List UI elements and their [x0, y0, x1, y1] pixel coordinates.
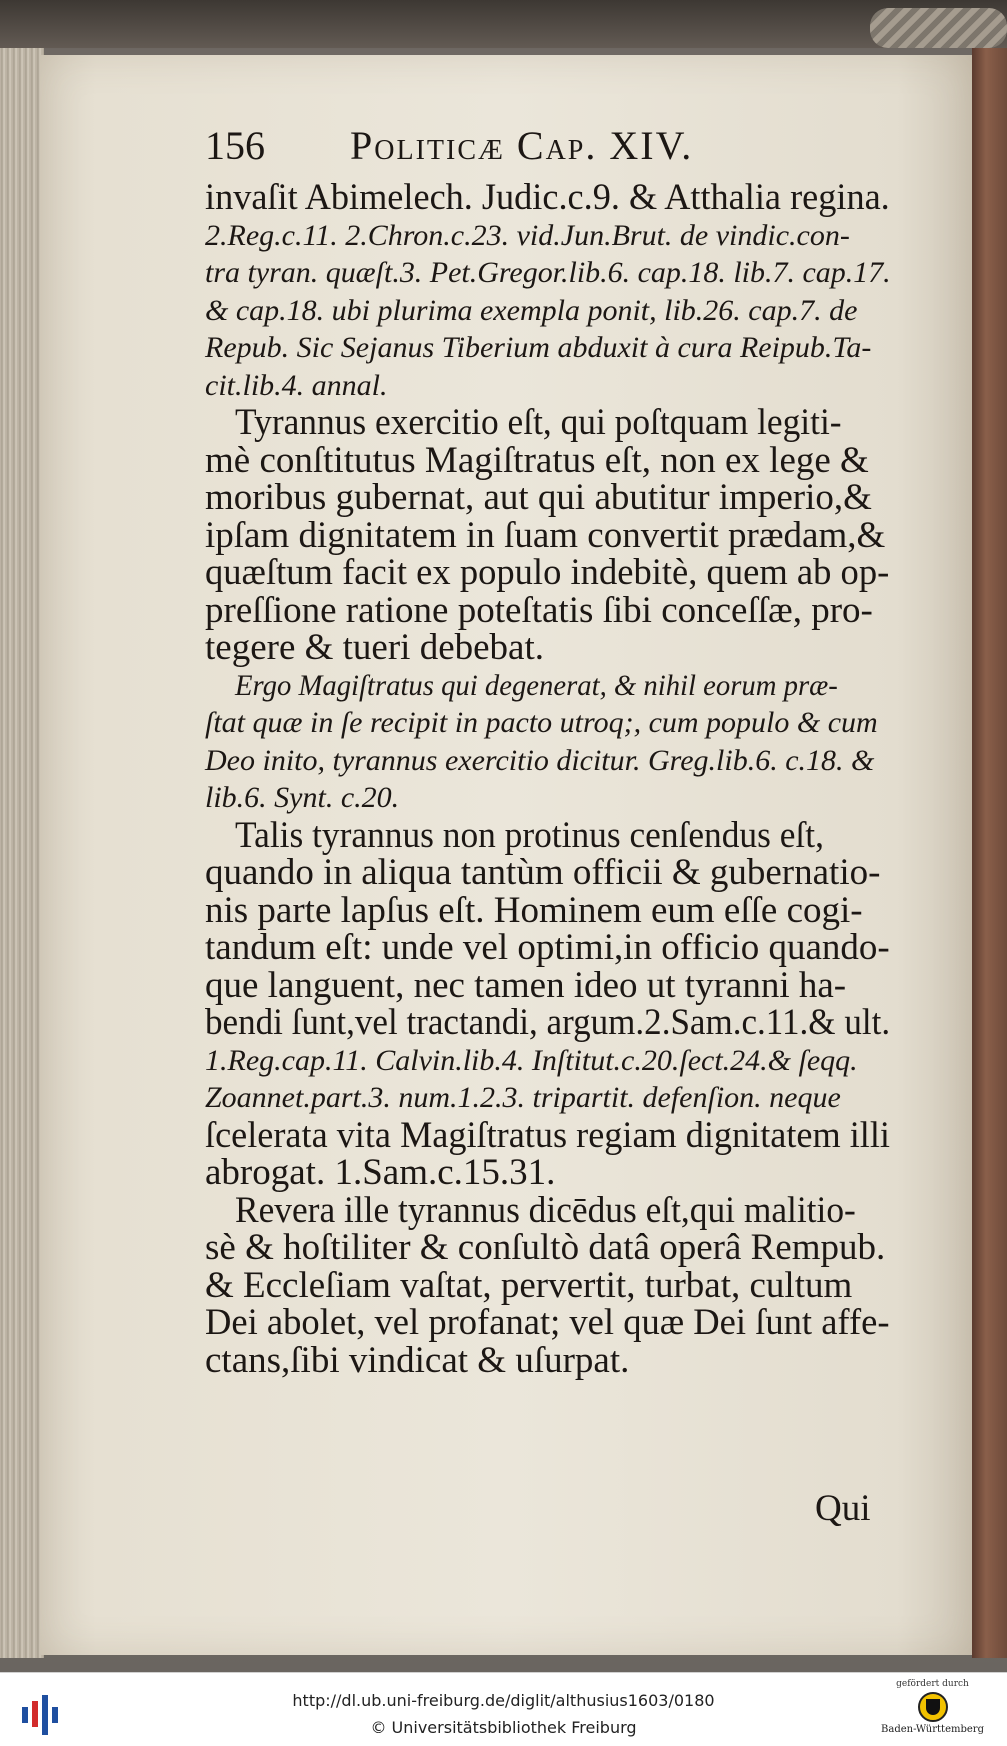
binding-cord [870, 8, 1007, 48]
text-line: Revera ille tyrannus dicēdus eſt,qui malitio- [235, 1189, 856, 1231]
text-line: sè & hoſtiliter & conſultò datâ operâ Rempub. [205, 1227, 886, 1268]
page-header [205, 122, 885, 168]
text-line: 1.Reg.cap.11. Calvin.lib.4. Inſtitut.c.20.ſect.24.& ſeqq. [205, 1043, 858, 1077]
text-line: Zoannet.part.3. num.1.2.3. tripartit. defenſion. neque [205, 1081, 841, 1114]
baden-wuerttemberg-seal-icon [918, 1692, 948, 1722]
page-stack-edges [0, 48, 44, 1658]
text-line: Repub. Sic Sejanus Tiberium abduxit à cura Reipub.Ta- [205, 331, 872, 364]
book-cover-board [972, 48, 1007, 1658]
text-line: ctans,ſibi vindicat & uſurpat. [205, 1339, 630, 1381]
text-line: & cap.18. ubi plurima exempla ponit, lib.26. cap.7. de [205, 293, 858, 327]
text-line: preſſione ratione poteſtatis ſibi conceſſæ, pro- [205, 589, 873, 631]
text-line: ipſam dignitatem in ſuam convertit prædam,& [205, 514, 886, 556]
text-line: Dei abolet, vel profanat; vel quæ Dei ſunt affe- [205, 1302, 890, 1343]
book-top-edge [0, 0, 1007, 48]
text-line: quando in aliqua tantùm officii & gubernatio- [205, 852, 881, 893]
text-line: que languent, nec tamen ideo ut tyranni ha- [205, 964, 847, 1006]
text-line: mè conſtitutus Magiſtratus eſt, non ex lege & [205, 439, 869, 481]
text-line: quæſtum facit ex populo indebitè, quem ab op- [205, 552, 890, 593]
text-line: cit.lib.4. annal. [205, 368, 388, 402]
viewer-footer [0, 1672, 1007, 1746]
catchword: Qui [815, 1488, 871, 1529]
text-line: Talis tyrannus non protinus cenſendus eſt, [235, 814, 824, 856]
copyright-notice: © Universitätsbibliothek Freiburg [370, 1718, 637, 1737]
running-head: Politicæ Cap. XIV. [350, 123, 694, 168]
text-line: ſtat quæ in ſe recipit in pacto utroq;, cum populo & cum [205, 706, 878, 739]
text-line: tandum eſt: unde vel optimi,in officio quando- [205, 927, 890, 968]
text-line: tra tyran. quæſt.3. Pet.Gregor.lib.6. cap.18. lib.7. cap.17. [205, 256, 891, 289]
text-line: Ergo Magiſtratus qui degenerat, & nihil eorum præ- [235, 668, 838, 702]
funder-badge [870, 1679, 995, 1743]
text-line: tegere & tueri debebat. [205, 627, 544, 668]
text-line: bendi ſunt,vel tractandi, argum.2.Sam.c.11.& ult. [205, 1002, 891, 1043]
permalink-url[interactable]: http://dl.ub.uni-freiburg.de/diglit/althusius1603/0180 [292, 1691, 715, 1710]
text-line: ſcelerata vita Magiſtratus regiam dignitatem illi [205, 1114, 890, 1156]
text-line: & Eccleſiam vaſtat, pervertit, turbat, cultum [205, 1264, 853, 1306]
funder-caption: gefördert durch [896, 1679, 969, 1689]
text-line: nis parte lapſus eſt. Hominem eum eſſe cogi- [205, 889, 863, 931]
funder-name: Baden-Württemberg [881, 1724, 984, 1735]
text-line: moribus gubernat, aut qui abutitur imperio,& [205, 477, 872, 518]
page-number: 156 [205, 123, 265, 168]
text-line: Tyrannus exercitio eſt, qui poſtquam legiti- [235, 402, 842, 443]
text-line: 2.Reg.c.11. 2.Chron.c.23. vid.Jun.Brut. de vindic.con- [205, 218, 850, 252]
text-line: Deo inito, tyrannus exercitio dicitur. Greg.lib.6. c.18. & [205, 743, 875, 777]
text-line: lib.6. Synt. c.20. [205, 781, 400, 814]
text-line: invaſit Abimelech. Judic.c.9. & Atthalia regina. [205, 177, 890, 218]
text-line: abrogat. 1.Sam.c.15.31. [205, 1152, 556, 1193]
